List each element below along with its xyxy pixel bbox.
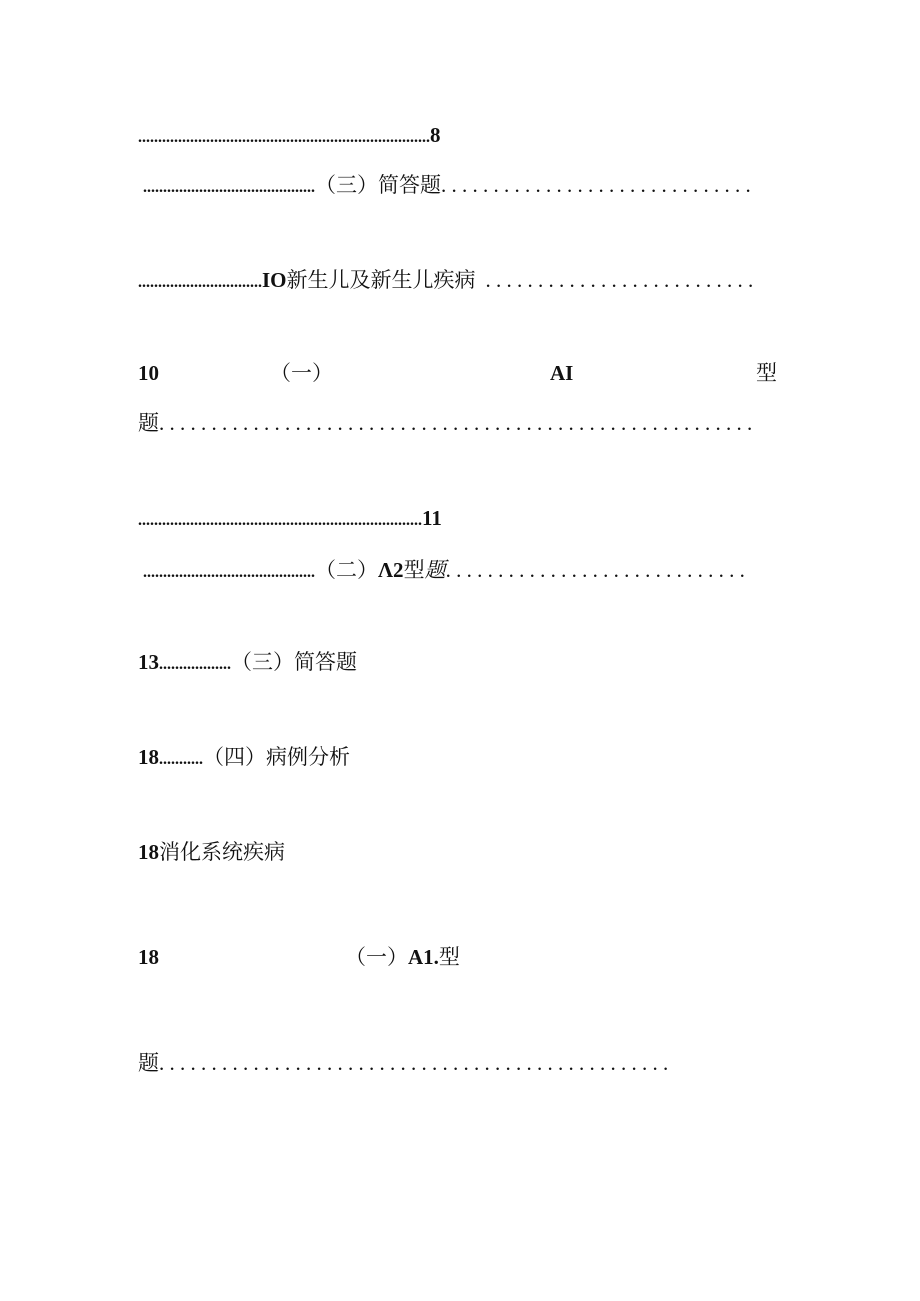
section-group	[345, 945, 460, 969]
toc-line-8	[138, 650, 357, 677]
question-type: 型	[438, 945, 460, 969]
page-number: 13	[138, 650, 159, 674]
trailing-dots: . . . . . . . . . . . . . . . . . . . . . . . . . . . . . . . . . . . . . . . . . . . . . . . . .	[159, 1051, 669, 1075]
question-code: A1.	[408, 945, 439, 969]
trailing-dots: . . . . . . . . . . . . . . . . . . . . . . . . . . . . . .	[441, 173, 751, 197]
toc-line-2	[143, 173, 751, 200]
toc-line-3	[138, 268, 753, 295]
page-number: 8	[430, 123, 441, 147]
toc-line-10	[138, 840, 285, 864]
toc-line-7	[143, 558, 745, 585]
leader-dots: ...........................................	[143, 179, 315, 196]
entry-title: （三）简答题	[315, 173, 441, 197]
leader-dots: .......................................................................	[138, 512, 422, 529]
entry-title: 新生儿及新生儿疾病	[286, 268, 476, 292]
trailing-dots: . . . . . . . . . . . . . . . . . . . . . . . . . . . . . . . . . . . . . . . . . . . . . . . . . . . . . . . . .	[159, 411, 753, 435]
entry-title: （三）简答题	[231, 650, 357, 674]
entry-title: 题	[138, 411, 159, 435]
toc-line-4	[0, 361, 920, 385]
trailing-dots: . . . . . . . . . . . . . . . . . . . . . . . . . . . . .	[445, 558, 745, 582]
trailing-dots: . . . . . . . . . . . . . . . . . . . . . . . . . .	[485, 268, 754, 292]
question-code: AI	[550, 361, 574, 385]
toc-line-9	[138, 745, 350, 772]
entry-title: （四）病例分析	[203, 745, 350, 769]
entry-title: 题	[138, 1051, 159, 1075]
leader-dots: .........................................................................	[138, 129, 430, 146]
question-type: 型	[756, 361, 777, 385]
page-number: 18	[138, 945, 159, 969]
toc-line-5	[138, 411, 752, 435]
leader-dots: ..................	[159, 656, 231, 673]
page-number: 10	[138, 361, 159, 385]
section-label: （二）	[315, 558, 378, 582]
page-number: 18	[138, 840, 159, 864]
question-type: 型	[403, 558, 425, 582]
toc-line-1	[138, 123, 441, 150]
section-label: （一）	[270, 361, 333, 385]
question-suffix: 题	[424, 558, 446, 582]
toc-line-11	[0, 945, 920, 969]
leader-dots: ...........................................	[143, 564, 315, 581]
chapter-number: IO	[262, 268, 287, 292]
toc-line-12	[138, 1051, 668, 1075]
section-label: （一）	[345, 945, 408, 969]
leader-dots: ...........	[159, 751, 203, 768]
chapter-title: 消化系统疾病	[159, 840, 285, 864]
page-number: 18	[138, 745, 159, 769]
page-number: 11	[422, 506, 442, 530]
toc-line-6	[138, 506, 442, 533]
question-code: Λ2	[378, 558, 404, 582]
leader-dots: ...............................	[138, 274, 262, 291]
